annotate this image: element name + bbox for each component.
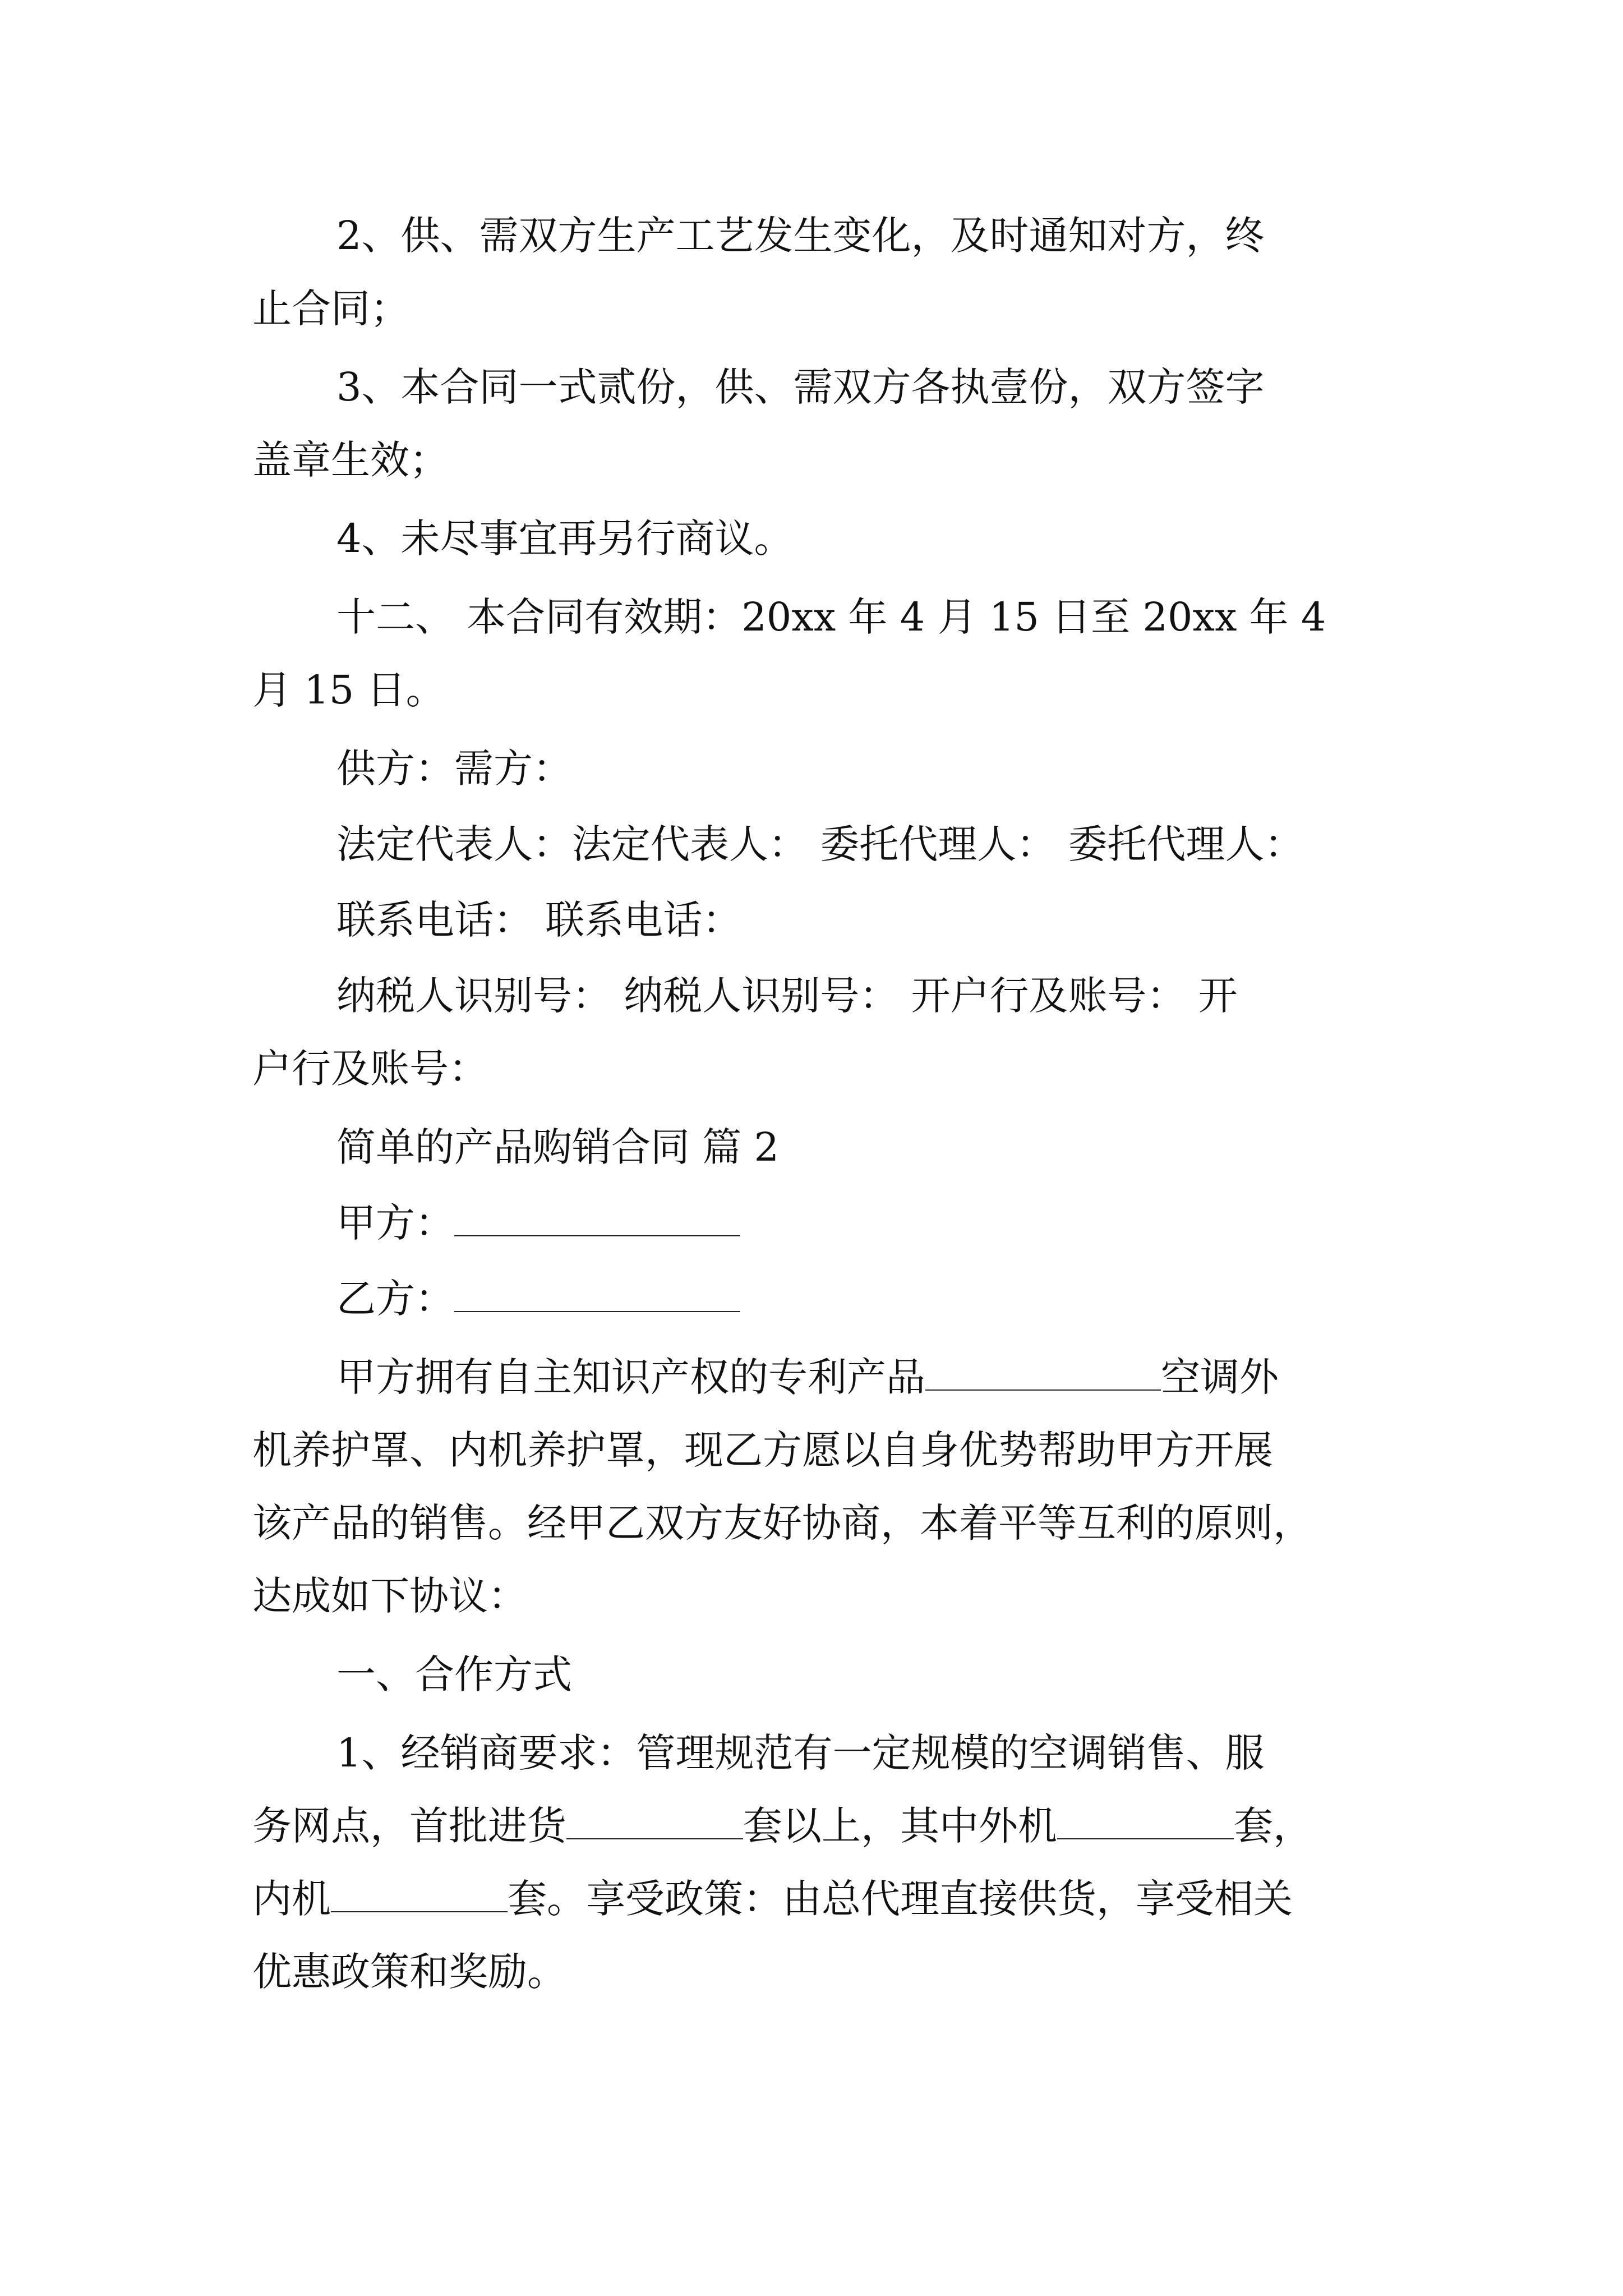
indoor-unit-blank: [331, 1875, 508, 1912]
section-heading: 简单的产品购销合同 篇 2: [336, 1124, 780, 1170]
paragraph-line: 止合同；: [252, 286, 409, 332]
paragraph-line: [252, 1798, 1312, 1854]
paragraph-line: [336, 1349, 1279, 1405]
party-b-line: [336, 1271, 740, 1327]
section-heading: 一、合作方式: [336, 1651, 572, 1697]
signature-label-line: 纳税人识别号： 纳税人识别号： 开户行及账号： 开: [336, 973, 1238, 1019]
paragraph-line: 达成如下协议：: [252, 1573, 527, 1619]
signature-label-line: 供方：需方：: [336, 746, 572, 792]
paragraph-line: 该产品的销售。经甲乙双方友好协商，本着平等互利的原则，: [252, 1500, 1312, 1546]
paragraph-text: 套。享受政策：由总代理直接供货，享受相关: [508, 1876, 1293, 1922]
first-order-blank: [566, 1802, 743, 1839]
party-b-label: 乙方：: [336, 1276, 454, 1322]
paragraph-text: 内机: [252, 1876, 331, 1922]
paragraph-line: 4、未尽事宜再另行商议。: [336, 516, 794, 562]
paragraph-line: 2、供、需双方生产工艺发生变化，及时通知对方，终: [336, 213, 1265, 259]
paragraph-line: [252, 1871, 1293, 1927]
paragraph-text: 套以上，其中外机: [743, 1803, 1057, 1849]
party-a-label: 甲方：: [336, 1200, 454, 1246]
paragraph-line: 月 15 日。: [252, 667, 445, 713]
paragraph-text: 空调外: [1161, 1354, 1279, 1400]
paragraph-line: 盖章生效；: [252, 437, 449, 483]
paragraph-line: 3、本合同一式贰份，供、需双方各执壹份，双方签字: [336, 364, 1265, 410]
paragraph-text: 务网点，首批进货: [252, 1803, 566, 1849]
paragraph-text: 套，: [1234, 1803, 1312, 1849]
paragraph-text: 甲方拥有自主知识产权的专利产品: [336, 1354, 925, 1400]
signature-label-line: 法定代表人：法定代表人： 委托代理人： 委托代理人：: [336, 821, 1304, 867]
product-blank: [925, 1354, 1161, 1391]
outdoor-unit-blank: [1057, 1802, 1234, 1839]
signature-label-line: 户行及账号：: [252, 1046, 488, 1092]
party-b-blank: [454, 1275, 740, 1312]
paragraph-line: 优惠政策和奖励。: [252, 1949, 566, 1995]
signature-label-line: 联系电话： 联系电话：: [336, 897, 742, 943]
party-a-line: [336, 1195, 740, 1251]
paragraph-line: 机养护罩、内机养护罩，现乙方愿以自身优势帮助甲方开展: [252, 1427, 1273, 1473]
party-a-blank: [454, 1199, 740, 1236]
paragraph-line: 1、经销商要求：管理规范有一定规模的空调销售、服: [336, 1730, 1265, 1776]
paragraph-line: 十二、 本合同有效期：20xx 年 4 月 15 日至 20xx 年 4: [336, 594, 1326, 640]
